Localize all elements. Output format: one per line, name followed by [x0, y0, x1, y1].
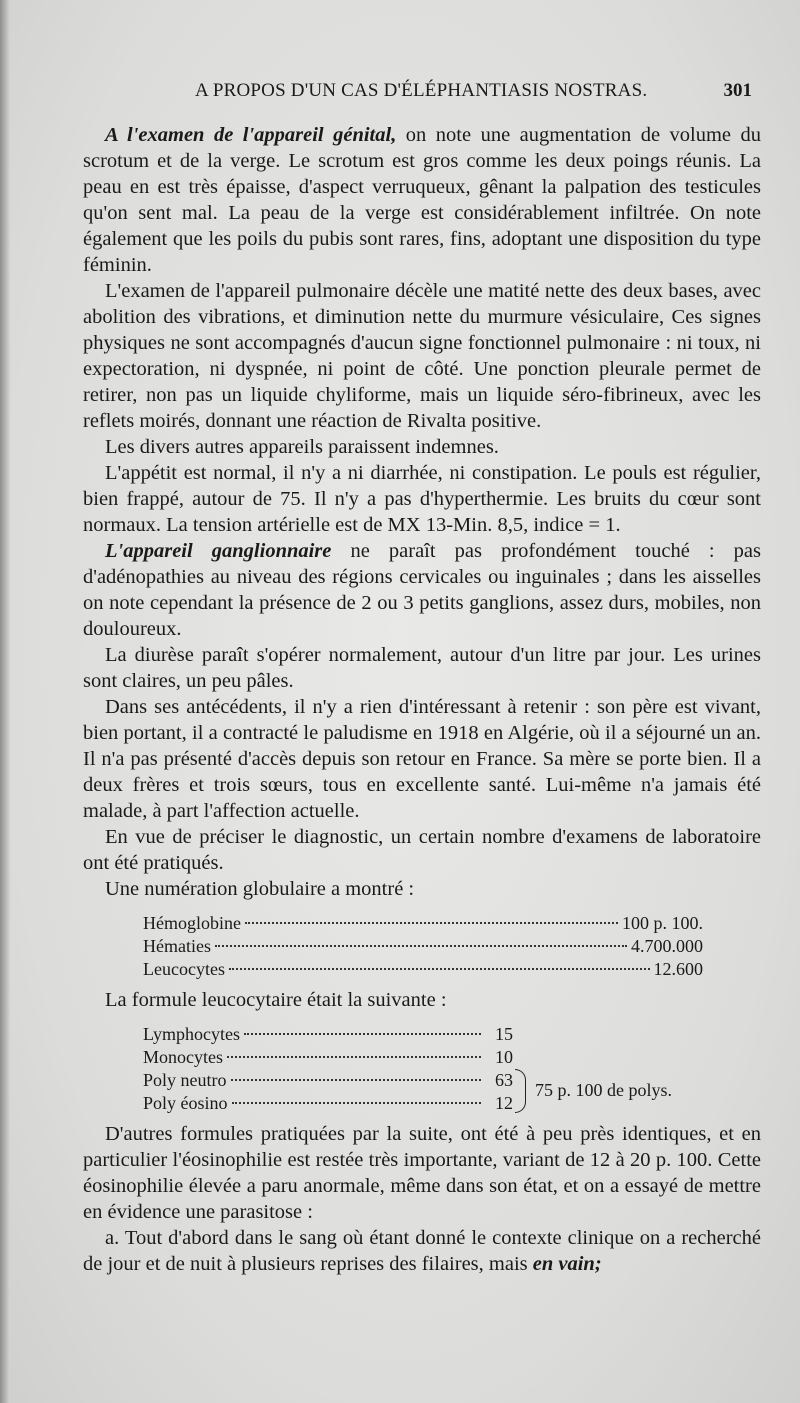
- numeration-table: [83, 912, 761, 981]
- table-row: [143, 1092, 513, 1115]
- paragraph-eosinophilie: D'autres formules pratiquées par la suite, ont été à peu près identiques, et en particulier l'éosinophilie est restée très importante, variant de 12 à 20 p. 100. Cette éosinophilie élevée a paru anormale, même dans son état, et on a essayé de mettre en évidence une parasitose :: [83, 1123, 761, 1223]
- row-label: Lymphocytes: [143, 1024, 240, 1044]
- table-row: [143, 1023, 513, 1046]
- italic-phrase: en vain;: [532, 1253, 602, 1275]
- paragraph-text: ne paraît pas profondément touché : pas d'adénopathies au niveau des régions cervicales ou inguinales ; dans les aisselles on note cependant la présence de 2 ou 3 petits ganglions, assez durs, mobiles, non douloureux.: [83, 540, 761, 640]
- paragraph-lead: L'appareil ganglionnaire: [105, 540, 332, 562]
- page-header: [195, 80, 752, 112]
- row-value: 100 p. 100.: [622, 913, 703, 933]
- leader-dots: [227, 1056, 481, 1058]
- row-label: Monocytes: [143, 1047, 223, 1067]
- paragraph-sang: [83, 1225, 761, 1277]
- table-row: [143, 958, 703, 981]
- leader-dots: [229, 968, 650, 970]
- paragraph-diurese: La diurèse paraît s'opérer normalement, autour d'un litre par jour. Les urines sont claires, un peu pâles.: [83, 644, 761, 692]
- leader-dots: [244, 1033, 481, 1035]
- body-text: [83, 122, 761, 1277]
- table-row: [143, 1069, 513, 1092]
- row-value: 15: [495, 1024, 513, 1044]
- paragraph-autres-appareils: Les divers autres appareils paraissent indemnes.: [105, 436, 499, 458]
- leader-dots: [245, 922, 618, 924]
- table-row: [143, 1046, 513, 1069]
- running-title: A PROPOS D'UN CAS D'ÉLÉPHANTIASIS NOSTRAS.: [195, 80, 648, 101]
- paragraph-antecedents: Dans ses antécédents, il n'y a rien d'intéressant à retenir : son père est vivant, bien portant, il a contracté le paludisme en 1918 en Algérie, où il a séjourné un an. Il n'a pas présenté d'accès depuis son retour en France. Sa mère se porte bien. Il a deux frères et trois sœurs, tous en excellente santé. Lui-même n'a jamais été malade, à part l'affection actuelle.: [83, 696, 761, 822]
- paragraph-lead: A l'examen de l'appareil génital,: [105, 124, 397, 146]
- row-value: 12: [495, 1093, 513, 1113]
- paragraph-text: on note une augmentation de volume du scrotum et de la verge. Le scrotum est gros comme les deux poings réunis. La peau en est très épaisse, d'aspect verruqueux, gênant la palpation des testicules qu'on sent mal. La peau de la verge est considérablement infiltrée. On note également que les poils du pubis sont rares, fins, adoptant une disposition du type féminin.: [83, 124, 761, 276]
- row-value: 4.700.000: [631, 936, 703, 956]
- page-gutter-shadow: [0, 0, 10, 1403]
- formule-table: [83, 1023, 761, 1115]
- numeration-intro: Une numération globulaire a montré :: [105, 878, 415, 900]
- row-label: Hématies: [143, 936, 211, 956]
- paragraph-genital: [83, 122, 761, 278]
- table-row: [143, 912, 703, 935]
- row-label: Poly éosino: [143, 1093, 228, 1113]
- paragraph-appetit: L'appétit est normal, il n'y a ni diarrhée, ni constipation. Le pouls est régulier, bien frappé, autour de 75. Il n'y a pas d'hyperthermie. Les bruits du cœur sont normaux. La tension artérielle est de MX 13-Min. 8,5, indice = 1.: [83, 462, 761, 536]
- polys-total-note: 75 p. 100 de polys.: [535, 1080, 672, 1100]
- row-label: Poly neutro: [143, 1070, 227, 1090]
- curly-brace: [515, 1069, 526, 1113]
- paragraph-pulmonaire: L'examen de l'appareil pulmonaire décèle une matité nette des deux bases, avec abolition des vibrations, et diminution nette du murmure vésiculaire, Ces signes physiques ne sont accompagnés d'aucun signe fonctionnel pulmonaire : ni toux, ni expectoration, ni dyspnée, ni point de côté. Une ponction pleurale permet de retirer, non pas un liquide chyliforme, mais un liquide séro-fibrineux, avec les reflets moirés, donnant une réaction de Rivalta positive.: [83, 280, 761, 432]
- paragraph-text: a. Tout d'abord dans le sang où étant donné le contexte clinique on a recherché de jour et de nuit à plusieurs reprises des filaires, mais: [83, 1227, 761, 1275]
- paragraph-examens: En vue de préciser le diagnostic, un certain nombre d'examens de laboratoire ont été pratiqués.: [83, 826, 761, 874]
- row-label: Hémoglobine: [143, 913, 241, 933]
- leader-dots: [232, 1102, 481, 1104]
- page-number: 301: [723, 80, 752, 101]
- paragraph-ganglionnaire: [83, 538, 761, 642]
- table-row: [143, 935, 703, 958]
- row-value: 63: [495, 1070, 513, 1090]
- leader-dots: [231, 1079, 482, 1081]
- leader-dots: [215, 945, 627, 947]
- formule-intro: La formule leucocytaire était la suivante :: [105, 989, 447, 1011]
- row-value: 12.600: [653, 959, 703, 979]
- row-label: Leucocytes: [143, 959, 225, 979]
- row-value: 10: [495, 1047, 513, 1067]
